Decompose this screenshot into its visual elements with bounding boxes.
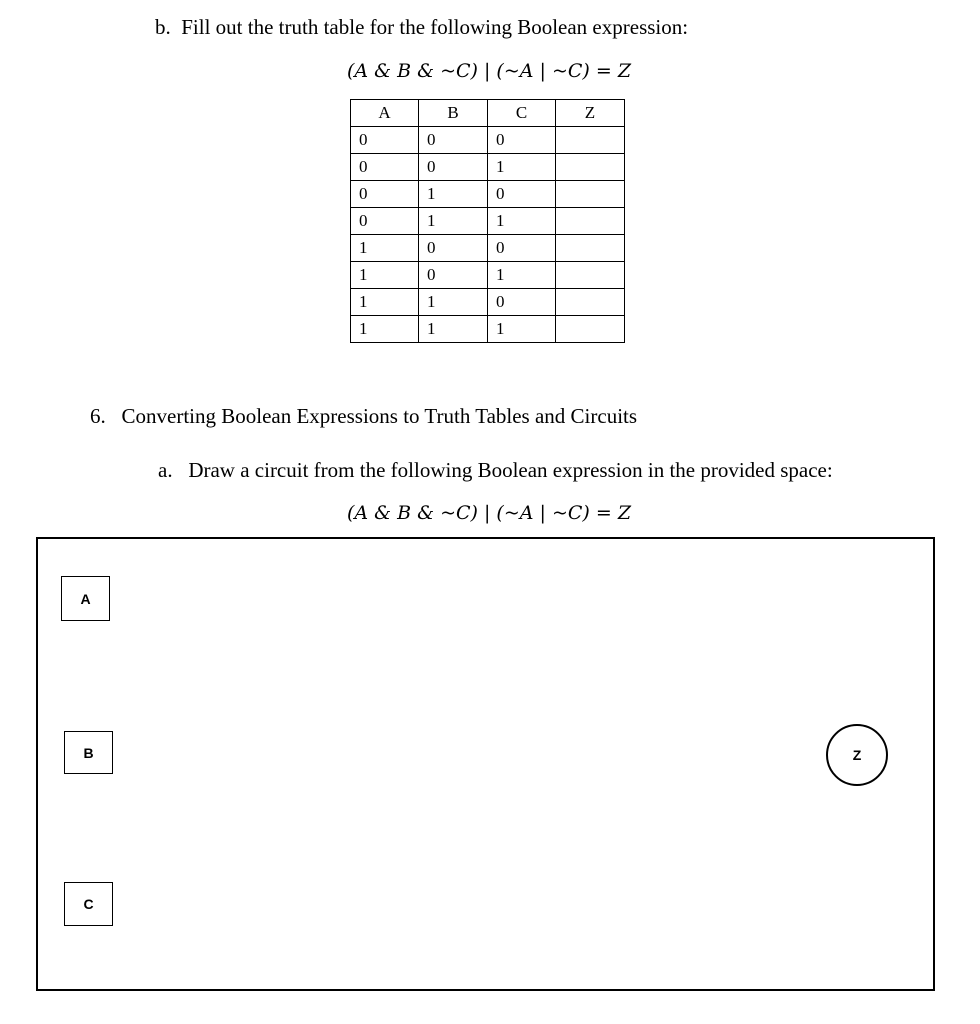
table-row [351, 208, 625, 235]
cell-c: 0 [488, 235, 556, 262]
cell-z[interactable] [556, 181, 625, 208]
cell-z[interactable] [556, 154, 625, 181]
cell-b: 1 [419, 181, 488, 208]
section-6-heading: 6. Converting Boolean Expressions to Truth Tables and Circuits [90, 404, 638, 428]
truth-table [350, 99, 625, 343]
part-b-heading: b. Fill out the truth table for the following Boolean expression: [155, 15, 689, 39]
cell-b: 0 [419, 154, 488, 181]
cell-c: 1 [488, 316, 556, 343]
input-b-box: B [64, 731, 113, 774]
cell-z[interactable] [556, 316, 625, 343]
table-row [351, 262, 625, 289]
part-a-heading: a. Draw a circuit from the following Boolean expression in the provided space: [158, 458, 833, 482]
cell-a: 1 [351, 235, 419, 262]
table-row [351, 127, 625, 154]
cell-b: 0 [419, 235, 488, 262]
cell-a: 0 [351, 208, 419, 235]
cell-a: 1 [351, 262, 419, 289]
cell-c: 0 [488, 181, 556, 208]
header-z: Z [556, 100, 625, 127]
cell-c: 0 [488, 289, 556, 316]
table-row [351, 154, 625, 181]
cell-b: 1 [419, 208, 488, 235]
table-row [351, 235, 625, 262]
cell-c: 1 [488, 208, 556, 235]
cell-z[interactable] [556, 262, 625, 289]
cell-a: 1 [351, 289, 419, 316]
part-b-expression: (A & B & ~C) | (~A | ~C) = Z [347, 60, 632, 82]
cell-a: 0 [351, 181, 419, 208]
input-a-box: A [61, 576, 110, 621]
circuit-drawing-area[interactable] [36, 537, 935, 991]
table-row [351, 181, 625, 208]
input-c-box: C [64, 882, 113, 926]
header-a: A [351, 100, 419, 127]
cell-c: 0 [488, 127, 556, 154]
truth-table-header-row [351, 100, 625, 127]
table-row [351, 289, 625, 316]
cell-a: 0 [351, 154, 419, 181]
table-row [351, 316, 625, 343]
header-b: B [419, 100, 488, 127]
cell-b: 1 [419, 289, 488, 316]
cell-z[interactable] [556, 289, 625, 316]
part-a-expression: (A & B & ~C) | (~A | ~C) = Z [347, 502, 632, 524]
cell-a: 1 [351, 316, 419, 343]
cell-b: 0 [419, 262, 488, 289]
cell-z[interactable] [556, 208, 625, 235]
cell-b: 0 [419, 127, 488, 154]
output-z-circle: Z [826, 724, 888, 786]
cell-a: 0 [351, 127, 419, 154]
cell-z[interactable] [556, 235, 625, 262]
cell-c: 1 [488, 262, 556, 289]
header-c: C [488, 100, 556, 127]
cell-b: 1 [419, 316, 488, 343]
cell-z[interactable] [556, 127, 625, 154]
cell-c: 1 [488, 154, 556, 181]
